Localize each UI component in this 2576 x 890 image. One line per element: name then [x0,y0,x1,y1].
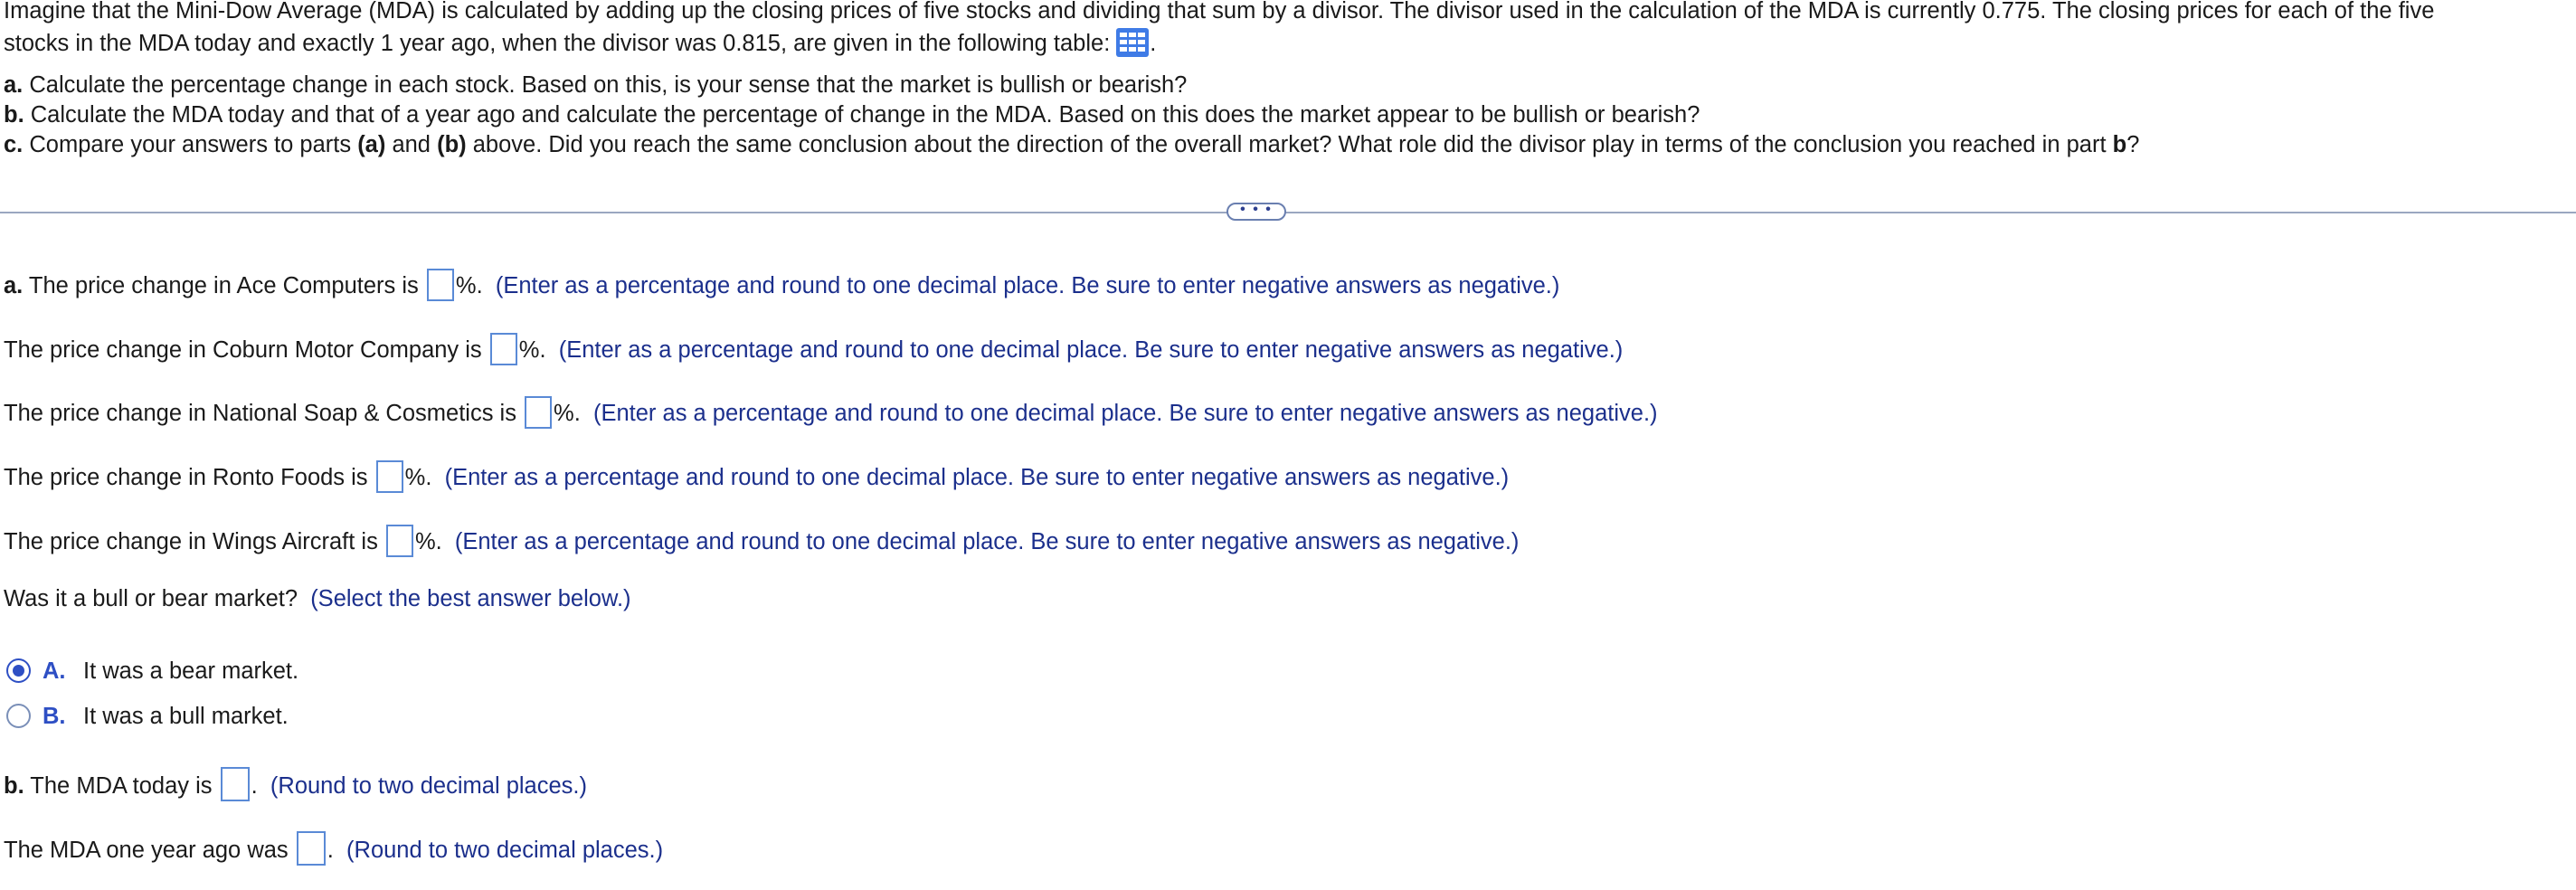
row-hint: (Enter as a percentage and round to one decimal place. Be sure to enter negative answers as negative.) [558,337,1624,363]
question-text: Was it a bull or bear market? [4,586,298,611]
intro-part-a [4,71,1187,99]
mda-today-suffix: . [251,773,258,799]
row-hint: (Enter as a percentage and round to one decimal place. Be sure to enter negative answers as negative.) [444,465,1510,490]
row-prefix: The price change in Ronto Foods is [4,465,368,490]
bull-bear-question [4,584,631,613]
intro-line-2-text: stocks in the MDA today and exactly 1 year ago, when the divisor was 0.815, are given in the following table: [4,31,1111,56]
intro-c-and: and [385,132,438,157]
option-b-letter[interactable]: B. [43,704,66,729]
row-prefix: The price change in Coburn Motor Company is [4,337,482,363]
mda-today-row [4,767,587,801]
part-b-label: b. [4,773,24,799]
intro-line-2-end: . [1150,31,1157,56]
coburn-answer-input[interactable] [490,333,517,365]
intro-part-c [4,130,2139,159]
row-prefix: The price change in National Soap & Cosmetics is [4,401,516,426]
part-a-row-national [4,396,1658,429]
option-a-letter[interactable]: A. [43,658,66,684]
row-hint: (Enter as a percentage and round to one decimal place. Be sure to enter negative answers as negative.) [454,529,1520,554]
mda-year-hint: (Round to two decimal places.) [346,838,664,863]
intro-line-1: Imagine that the Mini-Dow Average (MDA) is calculated by adding up the closing prices of five stocks and dividing that sum by a divisor. The divisor used in the calculation of the MDA is currently 0.775. The closing prices for each of the five [4,0,2435,24]
expand-button[interactable]: • • • [1226,203,1286,221]
row-suffix: %. [554,401,581,426]
mda-today-prefix: The MDA today is [24,773,213,799]
intro-line-2 [4,27,1156,58]
section-divider [0,212,2576,213]
part-a-row-ace [4,269,1559,301]
row-hint: (Enter as a percentage and round to one decimal place. Be sure to enter negative answers as negative.) [495,273,1560,298]
row-suffix: %. [455,273,483,298]
intro-c-b2: b [2112,132,2127,157]
row-hint: (Enter as a percentage and round to one decimal place. Be sure to enter negative answers as negative.) [592,401,1658,426]
ronto-answer-input[interactable] [376,460,403,493]
row-suffix: %. [518,337,546,363]
row-prefix: The price change in Wings Aircraft is [4,529,378,554]
mda-year-prefix: The MDA one year ago was [4,838,289,863]
intro-part-b [4,100,1700,129]
intro-b-text: Calculate the MDA today and that of a year ago and calculate the percentage of change in the MDA. Based on this does the market appear to be bullish or bearish? [24,102,1700,128]
question-hint: (Select the best answer below.) [310,586,631,611]
ace-answer-input[interactable] [427,269,454,301]
wings-answer-input[interactable] [386,525,413,557]
part-a-label: a. [4,273,24,298]
intro-c-text-2: above. Did you reach the same conclusion about the direction of the overall market? What role did the divisor play in terms of the conclusion you reached in part [466,132,2113,157]
mda-today-hint: (Round to two decimal places.) [270,773,587,799]
table-grid-icon[interactable] [1115,27,1150,58]
row-prefix: The price change in Ace Computers is [23,273,419,298]
intro-a-text: Calculate the percentage change in each stock. Based on this, is your sense that the market is bullish or bearish? [23,72,1188,98]
part-a-row-wings [4,525,1519,557]
row-suffix: %. [404,465,432,490]
mda-year-ago-input[interactable] [297,831,326,866]
intro-c-label: c. [4,132,24,157]
mda-today-input[interactable] [221,767,250,801]
part-a-row-coburn [4,333,1623,365]
row-suffix: %. [414,529,442,554]
national-answer-input[interactable] [525,396,552,429]
intro-c-text-1: Compare your answers to parts [23,132,358,157]
option-b-radio[interactable] [6,704,31,728]
mda-year-ago-row [4,831,663,866]
intro-b-label: b. [4,102,24,128]
option-a-radio[interactable] [6,658,31,683]
intro-a-label: a. [4,72,24,98]
option-a-text[interactable]: It was a bear market. [83,658,299,684]
mda-year-suffix: . [327,838,334,863]
option-b-text[interactable]: It was a bull market. [83,704,289,729]
part-a-row-ronto [4,460,1509,493]
intro-c-a: (a) [357,132,386,157]
intro-c-end: ? [2126,132,2140,157]
intro-c-b: (b) [437,132,467,157]
